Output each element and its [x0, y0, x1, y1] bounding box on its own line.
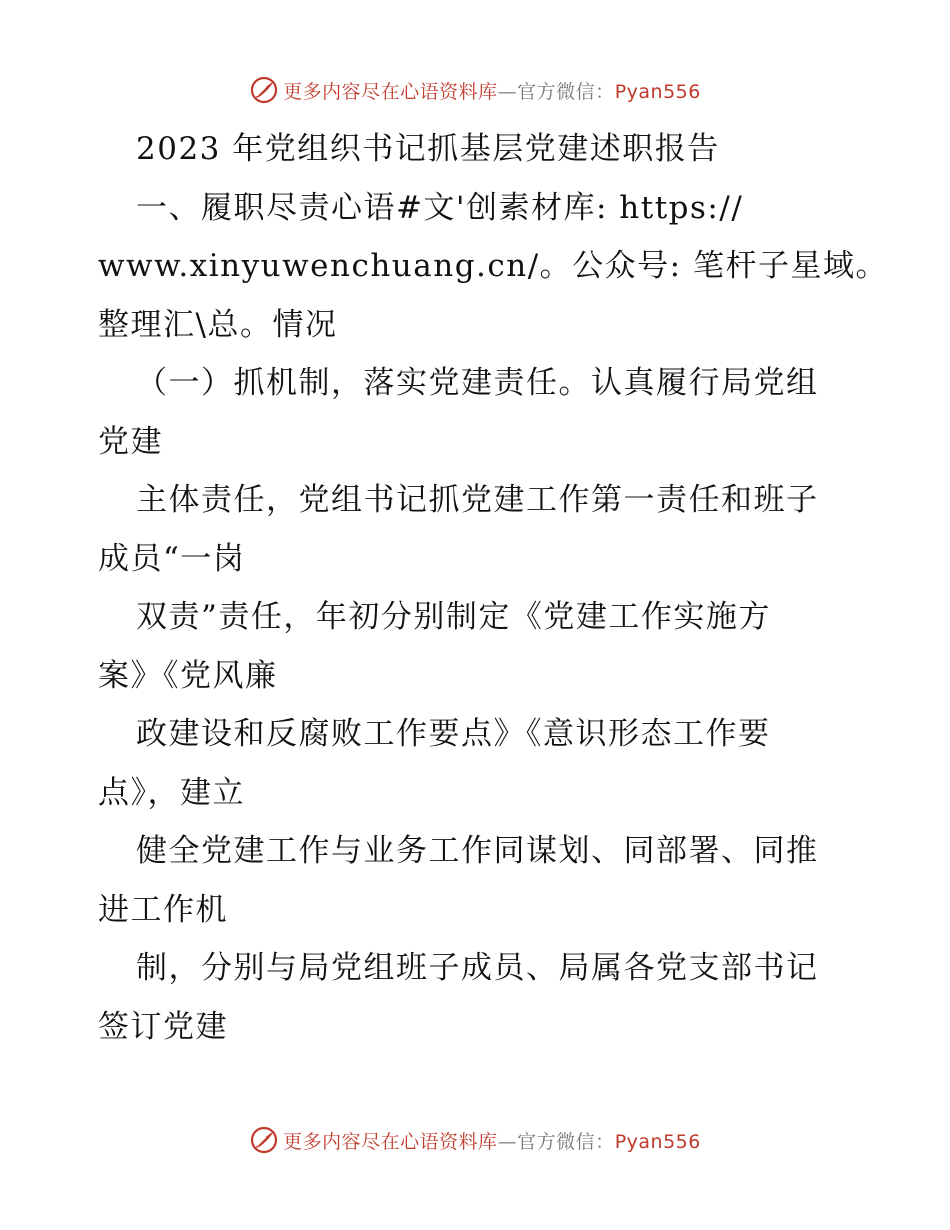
- watermark-separator: —: [497, 80, 518, 103]
- document-body: [98, 120, 888, 1056]
- text-line: 点》，建立: [98, 774, 245, 811]
- text-line: （一）抓机制，落实党建责任。认真履行局党组: [136, 365, 819, 401]
- text-line: 制，分别与局党组班子成员、局属各党支部书记: [136, 950, 819, 986]
- header-watermark: [0, 70, 950, 110]
- quill-logo-icon: [249, 75, 279, 105]
- watermark-handle: Pyan556: [614, 80, 701, 103]
- document-title: 2023 年党组织书记抓基层党建述职报告: [136, 131, 720, 167]
- watermark-separator: —: [497, 1130, 518, 1153]
- quill-logo-icon: [249, 1125, 279, 1155]
- text-line: www.xinyuwenchuang.cn/。公众号: 笔杆子星域。: [98, 248, 888, 284]
- watermark-label: 官方微信：: [517, 80, 615, 103]
- text-line: 党建: [98, 423, 163, 460]
- watermark-main-text: 更多内容尽在心语资料库: [283, 80, 498, 103]
- text-line: 主体责任，党组书记抓党建工作第一责任和班子: [136, 482, 819, 518]
- watermark-handle: Pyan556: [614, 1130, 701, 1153]
- text-line: 健全党建工作与业务工作同谋划、同部署、同推: [136, 833, 819, 869]
- text-line: 政建设和反腐败工作要点》《意识形态工作要: [136, 716, 771, 752]
- footer-watermark: [0, 1120, 950, 1160]
- text-line: 一、履职尽责心语#文'创素材库: https://: [136, 189, 744, 226]
- text-line: 成员“一岗: [98, 540, 246, 577]
- text-line: 双责”责任，年初分别制定《党建工作实施方: [136, 599, 771, 635]
- watermark-label: 官方微信：: [517, 1130, 615, 1153]
- text-line: 整理汇\总。情况: [98, 306, 338, 343]
- text-line: 签订党建: [98, 1008, 228, 1045]
- text-line: 案》《党风廉: [98, 657, 278, 694]
- watermark-main-text: 更多内容尽在心语资料库: [283, 1130, 498, 1153]
- text-line: 进工作机: [98, 891, 228, 928]
